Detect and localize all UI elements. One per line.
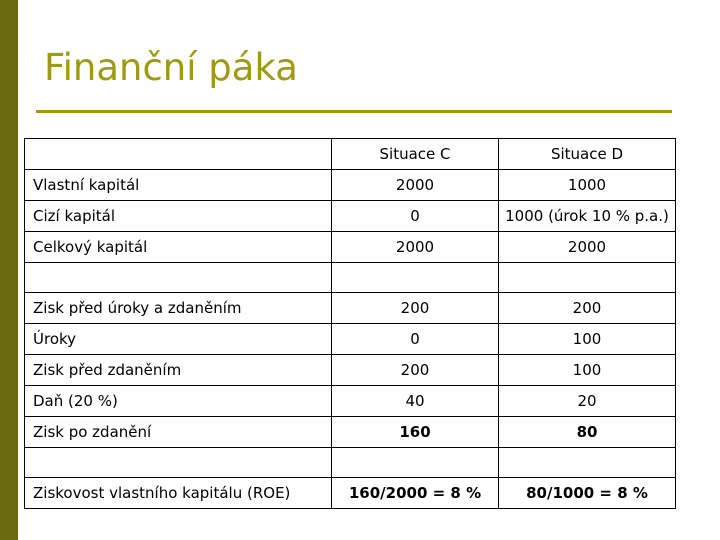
row-label: Celkový kapitál [25, 232, 332, 263]
cell-situace-d: 100 [499, 324, 676, 355]
cell-situace-c: 200 [332, 355, 499, 386]
cell-situace-c: 2000 [332, 170, 499, 201]
table-row [25, 417, 676, 448]
header-situace-c: Situace C [332, 139, 499, 170]
row-label [25, 263, 332, 293]
table-spacer-row [25, 448, 676, 478]
table-row [25, 324, 676, 355]
cell-situace-d: 100 [499, 355, 676, 386]
title-divider [36, 110, 672, 113]
cell-situace-c [332, 263, 499, 293]
cell-situace-d [499, 448, 676, 478]
table-row-roe [25, 478, 676, 509]
cell-situace-d: 200 [499, 293, 676, 324]
cell-situace-c: 200 [332, 293, 499, 324]
row-label: Vlastní kapitál [25, 170, 332, 201]
row-label: Daň (20 %) [25, 386, 332, 417]
cell-situace-c: 0 [332, 324, 499, 355]
row-label: Zisk po zdanění [25, 417, 332, 448]
cell-situace-d: 2000 [499, 232, 676, 263]
row-label [25, 448, 332, 478]
row-label: Cizí kapitál [25, 201, 332, 232]
row-label: Ziskovost vlastního kapitálu (ROE) [25, 478, 332, 509]
table-header-row [25, 139, 676, 170]
cell-situace-c: 40 [332, 386, 499, 417]
header-situace-d: Situace D [499, 139, 676, 170]
row-label: Úroky [25, 324, 332, 355]
left-accent-bar [0, 0, 18, 540]
financial-leverage-table [24, 138, 676, 509]
cell-situace-c [332, 448, 499, 478]
cell-situace-d [499, 263, 676, 293]
row-label: Zisk před úroky a zdaněním [25, 293, 332, 324]
cell-situace-d: 1000 (úrok 10 % p.a.) [499, 201, 676, 232]
cell-situace-d: 20 [499, 386, 676, 417]
cell-situace-c: 2000 [332, 232, 499, 263]
table-row [25, 232, 676, 263]
table-row [25, 170, 676, 201]
row-label: Zisk před zdaněním [25, 355, 332, 386]
table-row [25, 201, 676, 232]
cell-situace-c: 0 [332, 201, 499, 232]
slide-title: Finanční páka [44, 46, 298, 89]
table-row [25, 293, 676, 324]
cell-situace-c: 160 [332, 417, 499, 448]
table-row [25, 355, 676, 386]
cell-situace-d: 80 [499, 417, 676, 448]
cell-situace-c: 160/2000 = 8 % [332, 478, 499, 509]
cell-situace-d: 80/1000 = 8 % [499, 478, 676, 509]
table-spacer-row [25, 263, 676, 293]
table-row [25, 386, 676, 417]
cell-situace-d: 1000 [499, 170, 676, 201]
header-cell-empty [25, 139, 332, 170]
